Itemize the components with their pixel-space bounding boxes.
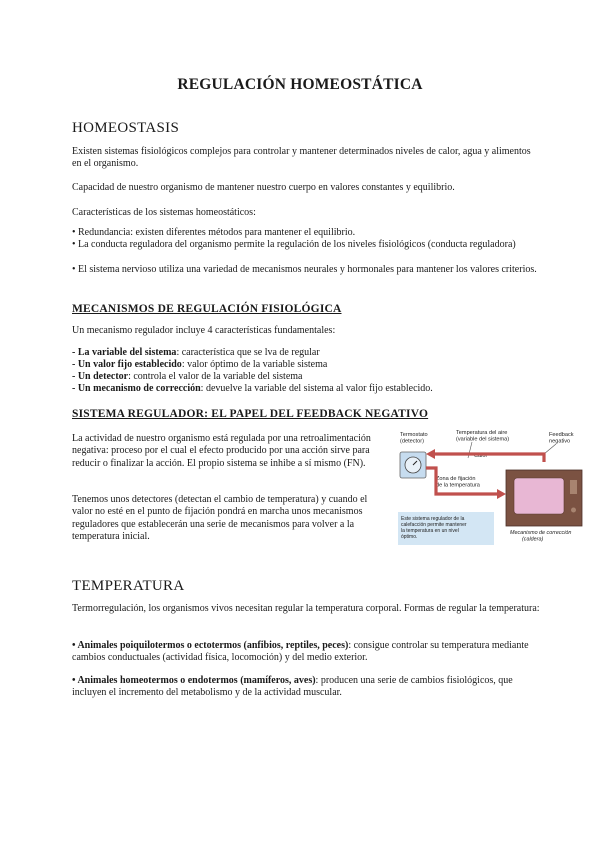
sistema-paragraph-1: La actividad de nuestro organismo está regulada por una retroalimentación negativa: proceso por el cual el efecto producido por una acción sirve para reducir o finalizar la acción. El propio sistema se inhibe a sí mismo (FN).: [72, 433, 371, 469]
diagram-label-mecanismo: (caldera): [522, 536, 544, 543]
mecanismo-item: [72, 359, 540, 371]
bullet-desc: : consigue controlar su temperatura mediante cambios conductuales (actividad física, locomoción) y del medio exterior.: [72, 640, 529, 664]
mecanismo-term: - Un mecanismo de corrección: [72, 383, 201, 394]
boiler-knob-icon: [571, 508, 576, 513]
homeostasis-paragraph-3: Características de los sistemas homeostáticos:: [72, 207, 256, 218]
section-heading-temperatura: TEMPERATURA: [72, 578, 185, 594]
temperatura-bullet-2: [72, 675, 540, 700]
mecanismo-desc: : controla el valor de la variable del sistema: [128, 371, 303, 382]
diagram-label-zona: de la temperatura: [436, 482, 480, 489]
mecanismo-desc: : característica que se lva de regular: [176, 347, 320, 358]
bullet-term: • Animales homeotermos o endotermos (mamíferos, aves): [72, 675, 316, 686]
section-heading-sistema: SISTEMA REGULADOR: EL PAPEL DEL FEEDBACK NEGATIVO: [72, 408, 429, 420]
arrowhead-icon: [497, 489, 506, 499]
diagram-label-termostato: Termostato: [400, 432, 428, 438]
mecanismo-term: - La variable del sistema: [72, 347, 177, 358]
temperatura-paragraph-1: Termorregulación, los organismos vivos necesitan regular la temperatura corporal. Formas de regular la temperatura:: [72, 603, 540, 614]
sistema-paragraph-2: Tenemos unos detectores (detectan el cambio de temperatura) y cuando el valor no esté en el punto de fijación pondrá en marcha unos mecanismos reguladores que establecerán una serie de mecanismos para volver a la temperatura inicial.: [72, 494, 368, 543]
boiler-screen: [514, 478, 564, 514]
diagram-label-mecanismo: Mecanismo de corrección: [510, 530, 572, 536]
bullet-item: • La conducta reguladora del organismo permite la regulación de los niveles fisiológicos (conducta reguladora): [72, 239, 516, 250]
mecanismo-item: [72, 371, 540, 383]
diagram-note-text: Este sistema regulador de la: [401, 516, 465, 522]
diagram-note-text: óptimo.: [401, 534, 418, 540]
mecanismo-item: [72, 383, 552, 395]
section-heading-homeostasis: HOMEOSTASIS: [72, 120, 180, 136]
arrowhead-icon: [426, 449, 435, 459]
mecanismo-term: - Un detector: [72, 371, 129, 382]
bullet-term: • Animales poiquilotermos o ectotermos (anfibios, reptiles, peces): [72, 640, 349, 651]
feedback-diagram: [396, 428, 590, 552]
homeostasis-paragraph-2: Capacidad de nuestro organismo de mantener nuestro cuerpo en valores constantes y equilibrio.: [72, 182, 455, 193]
diagram-label-zona: Zona de fijación: [436, 476, 476, 482]
diagram-note-text: calefacción permite mantener: [401, 522, 467, 528]
diagram-label-feedback: Feedback: [549, 432, 574, 438]
mecanismo-term: - Un valor fijo establecido: [72, 359, 182, 370]
diagram-label-feedback: negativo: [549, 438, 571, 445]
mecanismo-desc: : devuelve la variable del sistema al valor fijo establecido.: [200, 383, 433, 394]
boiler-panel: [570, 480, 577, 494]
homeostasis-paragraph-1: Existen sistemas fisiológicos complejos para controlar y mantener determinados niveles de calor, agua y alimentos en el organismo.: [72, 146, 531, 170]
feedback-arrow: [434, 454, 544, 462]
diagram-label-termostato: (detector): [400, 438, 424, 445]
mecanismo-item: [72, 347, 540, 359]
pointer-line: [544, 444, 556, 454]
diagram-label-temperatura-aire: (variable del sistema): [456, 436, 510, 443]
diagram-note-text: la temperatura en un nivel: [401, 528, 459, 534]
diagram-label-calor: Calor: [474, 453, 488, 459]
bullet-item: • El sistema nervioso utiliza una variedad de mecanismos neurales y hormonales para mantener los valores criterios.: [72, 264, 537, 275]
mecanismos-intro: Un mecanismo regulador incluye 4 características fundamentales:: [72, 325, 336, 336]
bullet-item: • Redundancia: existen diferentes métodos para mantener el equilibrio.: [72, 227, 356, 238]
page-title: REGULACIÓN HOMEOSTÁTICA: [177, 76, 423, 93]
section-heading-mecanismos: MECANISMOS DE REGULACIÓN FISIOLÓGICA: [72, 303, 342, 315]
pointer-line: [468, 442, 472, 458]
mecanismo-desc: : valor óptimo de la variable sistema: [181, 359, 328, 370]
diagram-label-temperatura-aire: Temperatura del aire: [456, 430, 508, 436]
bullet-desc: : producen una serie de cambios fisiológicos, que incluyen el incremento del metabolismo y de la actividad muscular.: [72, 675, 513, 699]
temperatura-bullet-1: [72, 640, 540, 665]
